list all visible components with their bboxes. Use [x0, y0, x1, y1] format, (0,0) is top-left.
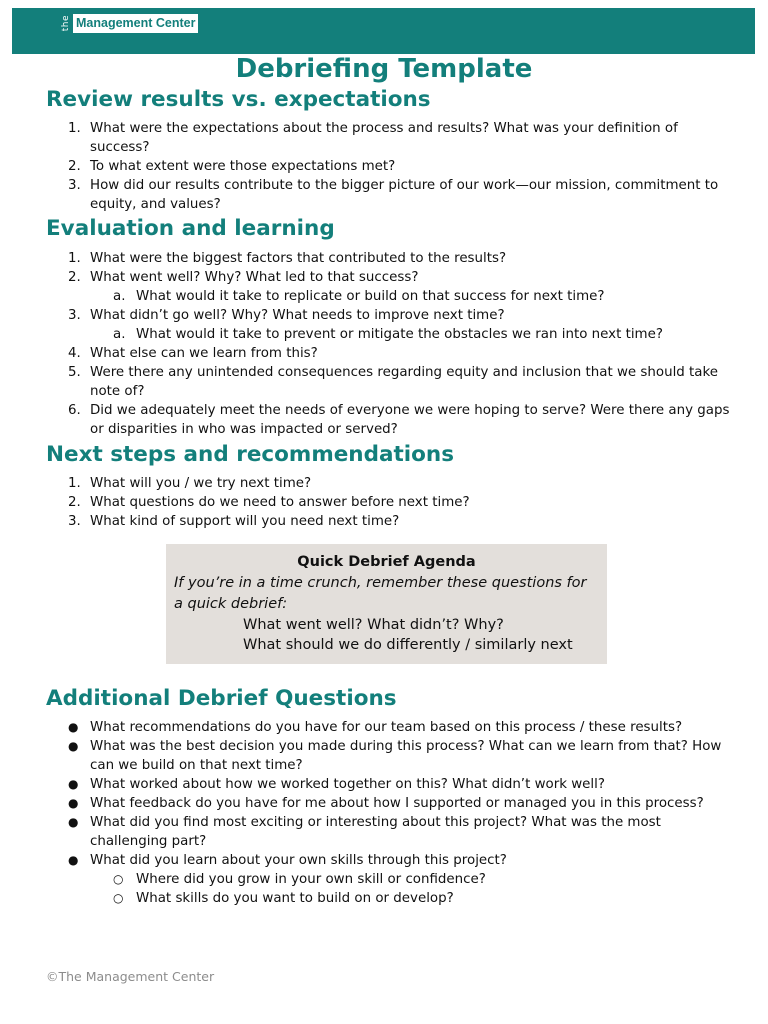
- list-item: 4. What else can we learn from this?: [68, 346, 318, 361]
- list-item: 6. Did we adequately meet the needs of everyone we were hoping to serve? Were there any gaps or disparities in who was impacted or served?: [68, 403, 730, 437]
- list-item: 1. What will you / we try next time?: [68, 476, 312, 491]
- list-item: ● What did you find most exciting or interesting about this project? What was the most challenging part?: [68, 815, 661, 849]
- sub-list-item: ○ Where did you grow in your own skill or confidence?: [113, 872, 486, 887]
- list-item: 2. What went well? Why? What led to that success?: [68, 270, 419, 285]
- section-heading-next-steps: Next steps and recommendations: [46, 442, 455, 467]
- bullet-icon: ●: [68, 777, 79, 791]
- list-item: 5. Were there any unintended consequences regarding equity and inclusion that we should take note of?: [68, 365, 719, 399]
- bullet-icon: ●: [68, 853, 79, 867]
- list-item: 1. What were the biggest factors that contributed to the results?: [68, 251, 507, 266]
- agenda-question: What should we do differently / similarly next: [243, 637, 573, 653]
- list-item: ● What worked about how we worked together on this? What didn’t work well?: [68, 777, 605, 792]
- hollow-bullet-icon: ○: [113, 891, 124, 905]
- section-heading-additional: Additional Debrief Questions: [46, 686, 397, 711]
- list-item: 2. To what extent were those expectations met?: [68, 159, 396, 174]
- management-center-logo: [62, 13, 198, 33]
- section-heading-evaluation: Evaluation and learning: [46, 216, 335, 241]
- logo-name: Management Center: [73, 14, 198, 33]
- page-title: Debriefing Template: [235, 54, 533, 84]
- list-item: ● What was the best decision you made during this process? What can we learn from that? How can we build on that next time?: [68, 739, 722, 773]
- quick-debrief-agenda-box: [166, 544, 607, 664]
- agenda-question: What went well? What didn’t? Why?: [243, 617, 504, 633]
- list-item: ● What recommendations do you have for our team based on this process / these results?: [68, 720, 683, 735]
- logo-the: the: [61, 14, 71, 32]
- list-item: 3. What didn’t go well? Why? What needs to improve next time?: [68, 308, 505, 323]
- list-item: ● What did you learn about your own skills through this project?: [68, 853, 507, 868]
- sub-list-item: ○ What skills do you want to build on or develop?: [113, 891, 454, 906]
- sub-list-item: a. What would it take to replicate or build on that success for next time?: [113, 289, 605, 304]
- section-heading-review: Review results vs. expectations: [46, 87, 431, 112]
- list-item: 1. What were the expectations about the process and results? What was your definition of success?: [68, 121, 678, 155]
- footer-copyright: ©The Management Center: [46, 969, 215, 984]
- agenda-note: If you’re in a time crunch, remember these questions for a quick debrief:: [174, 575, 587, 612]
- list-item: 3. How did our results contribute to the bigger picture of our work—our mission, commitment to equity, and values?: [68, 178, 719, 212]
- next-steps-list: [0, 474, 730, 531]
- additional-questions-list: [0, 718, 736, 908]
- bullet-icon: ●: [68, 720, 79, 734]
- bullet-icon: ●: [68, 739, 79, 753]
- agenda-title: Quick Debrief Agenda: [297, 554, 476, 570]
- evaluation-list: [0, 249, 736, 439]
- list-item: ● What feedback do you have for me about how I supported or managed you in this process?: [68, 796, 704, 811]
- bullet-icon: ●: [68, 796, 79, 810]
- list-item: 3. What kind of support will you need next time?: [68, 514, 400, 529]
- bullet-icon: ●: [68, 815, 79, 829]
- hollow-bullet-icon: ○: [113, 872, 124, 886]
- sub-list-item: a. What would it take to prevent or mitigate the obstacles we ran into next time?: [113, 327, 663, 342]
- list-item: 2. What questions do we need to answer before next time?: [68, 495, 470, 510]
- review-list: [0, 119, 730, 214]
